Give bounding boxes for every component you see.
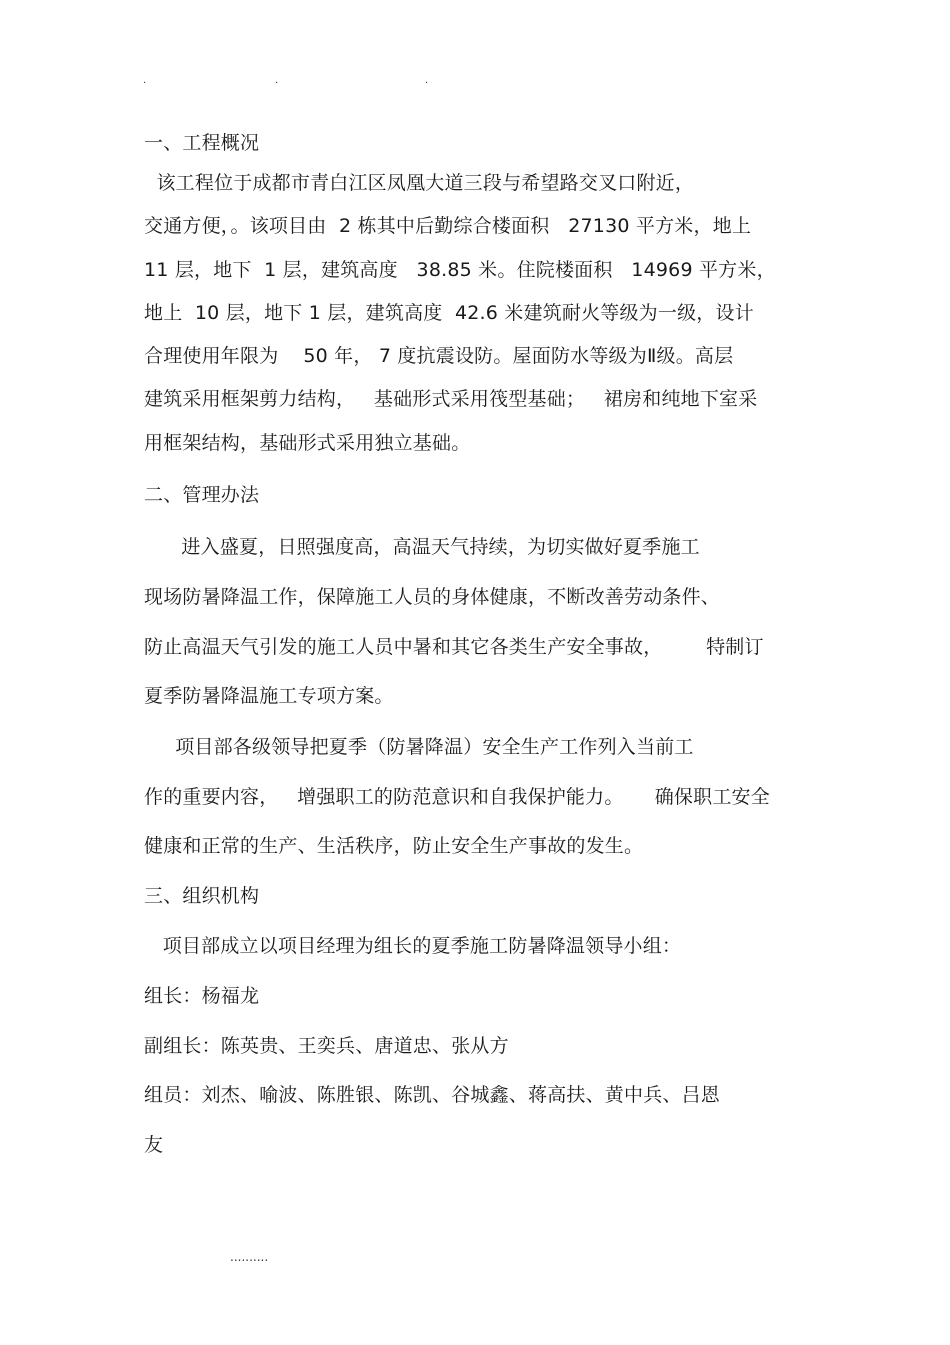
header-dot: .	[275, 75, 279, 86]
body-line: 现场防暑降温工作，保障施工人员的身体健康，不断改善劳动条件、	[144, 586, 721, 608]
footer-dots: ..........	[230, 1250, 269, 1264]
header-dot: .	[143, 75, 147, 86]
body-line: 夏季防暑降温施工专项方案。	[144, 685, 394, 707]
body-line: 合理使用年限为 50 年， 7 度抗震设防。屋面防水等级为Ⅱ级。高层	[144, 345, 734, 367]
body-line: 组员：刘杰、喻波、陈胜银、陈凯、谷城鑫、蒋高扶、黄中兵、吕恩	[144, 1084, 721, 1106]
body-line: 地上 10 层，地下 1 层，建筑高度 42.6 米建筑耐火等级为一级，设计	[144, 302, 754, 324]
header-dot: .	[425, 75, 429, 86]
body-line: 项目部各级领导把夏季（防暑降温）安全生产工作列入当前工	[144, 736, 694, 758]
body-line: 防止高温天气引发的施工人员中暑和其它各类生产安全事故， 特制订	[144, 636, 764, 658]
body-line: 11 层，地下 1 层，建筑高度 38.85 米。住院楼面积 14969 平方米，	[144, 259, 776, 281]
body-line: 该工程位于成都市青白江区凤凰大道三段与希望路交叉口附近，	[144, 172, 695, 194]
body-line: 组长：杨福龙	[144, 985, 260, 1007]
body-line: 建筑采用框架剪力结构， 基础形式采用筏型基础； 裙房和纯地下室采	[144, 388, 758, 410]
body-line: 友	[144, 1134, 164, 1156]
body-line: 项目部成立以项目经理为组长的夏季施工防暑降温领导小组：	[144, 935, 682, 957]
section-heading: 一、工程概况	[144, 132, 260, 154]
body-line: 副组长：陈英贵、王奕兵、唐道忠、张从方	[144, 1035, 509, 1057]
body-line: 交通方便，。该项目由 2 栋其中后勤综合楼面积 27130 平方米，地上	[144, 215, 752, 237]
section-heading: 二、管理办法	[144, 484, 260, 506]
body-line: 作的重要内容， 增强职工的防范意识和自我保护能力。 确保职工安全	[144, 786, 770, 808]
body-line: 用框架结构，基础形式采用独立基础。	[144, 432, 471, 454]
section-heading: 三、组织机构	[144, 885, 260, 907]
body-line: 健康和正常的生产、生活秩序，防止安全生产事故的发生。	[144, 835, 644, 857]
body-line: 进入盛夏，日照强度高，高温天气持续，为切实做好夏季施工	[144, 536, 700, 558]
